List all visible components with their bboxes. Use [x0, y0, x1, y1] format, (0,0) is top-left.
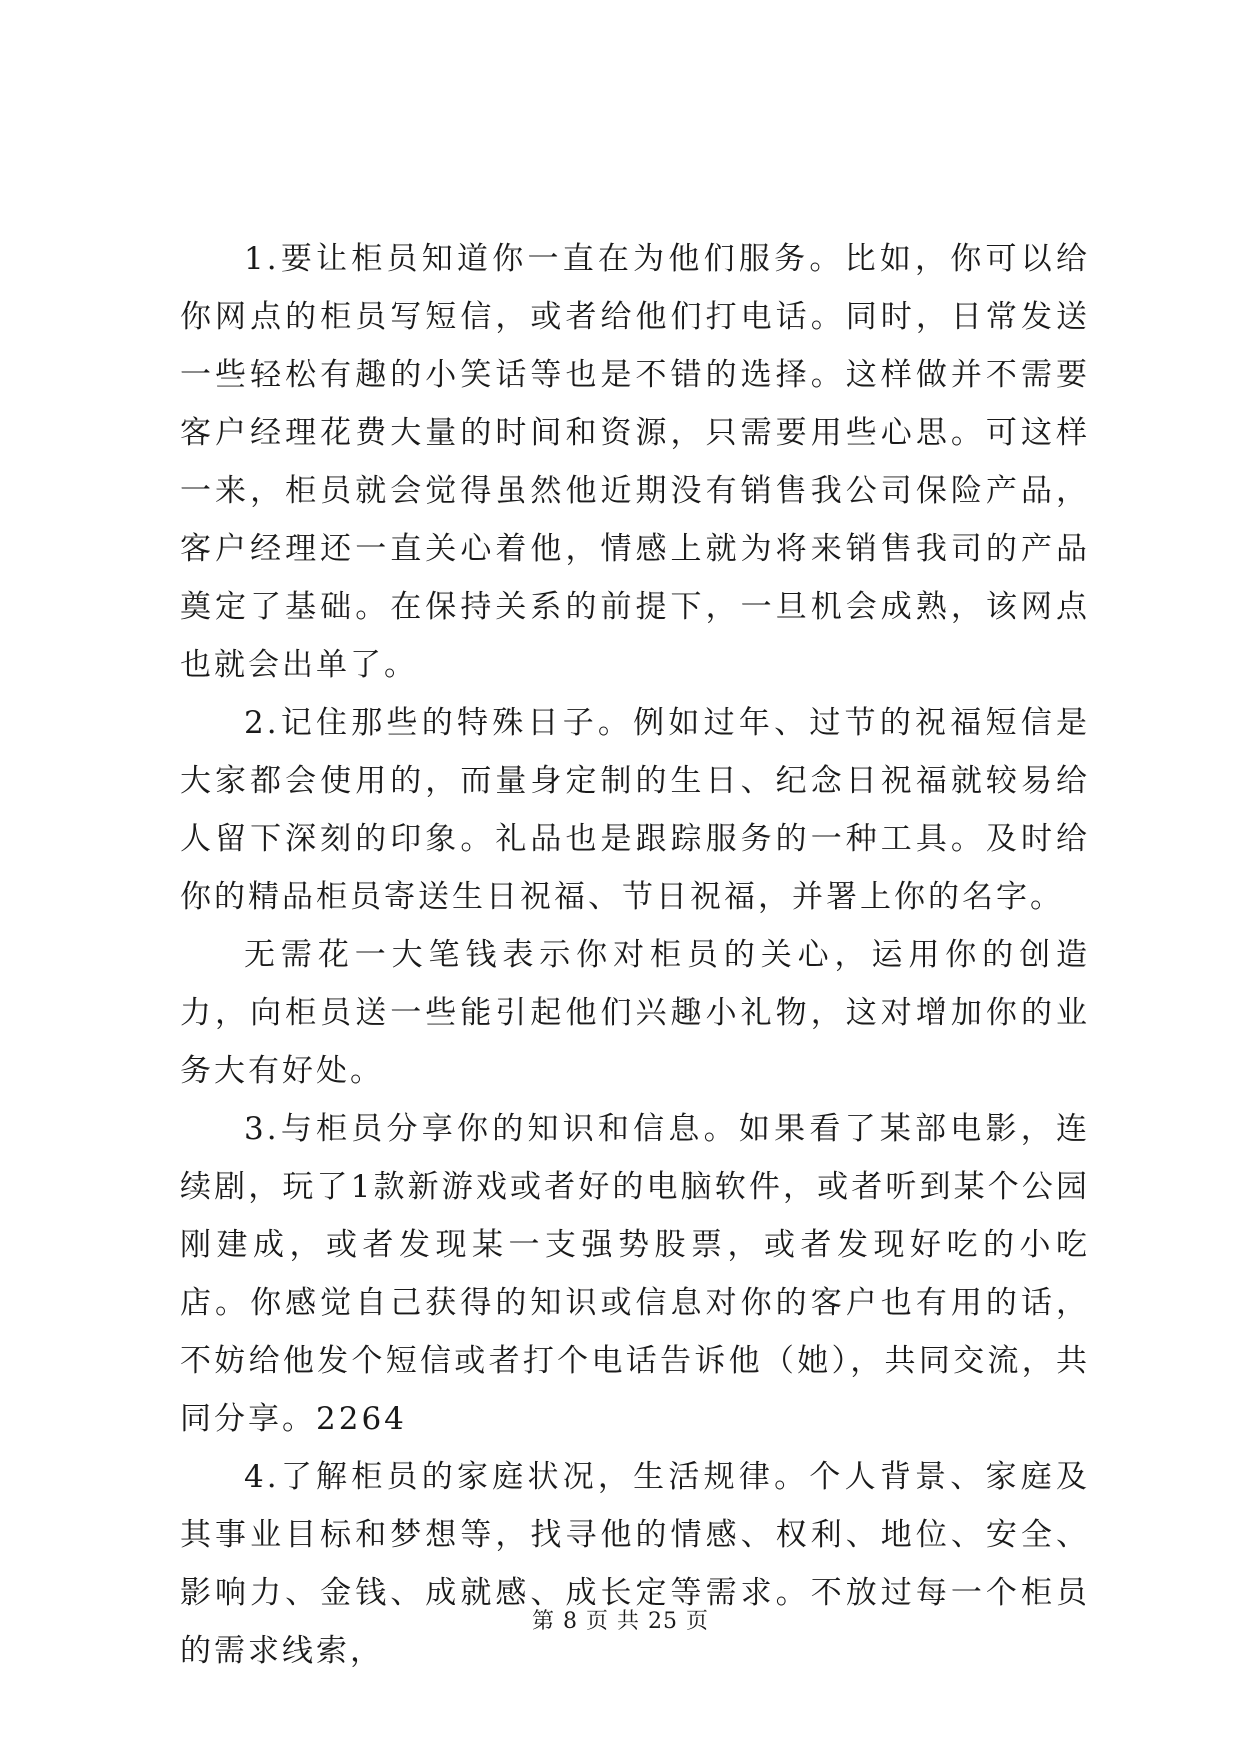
body-text: [180, 230, 1090, 1680]
paragraph-3: 无需花一大笔钱表示你对柜员的关心，运用你的创造力，向柜员送一些能引起他们兴趣小礼物，这对增加你的业务大有好处。: [180, 937, 1090, 1089]
paragraph-5: 4.了解柜员的家庭状况，生活规律。个人背景、家庭及其事业目标和梦想等，找寻他的情感、权利、地位、安全、影响力、金钱、成就感、成长定等需求。不放过每一个柜员的需求线索，: [180, 1459, 1090, 1669]
paragraph-4: 3.与柜员分享你的知识和信息。如果看了某部电影，连续剧，玩了1款新游戏或者好的电脑软件，或者听到某个公园刚建成，或者发现某一支强势股票，或者发现好吃的小吃店。你感觉自己获得的知识或信息对你的客户也有用的话，不妨给他发个短信或者打个电话告诉他（她），共同交流，共同分享。2264: [180, 1111, 1090, 1437]
page-number-label: 第 8 页 共 25 页: [532, 1609, 709, 1634]
page-footer: [0, 1604, 1241, 1635]
paragraph-1: 1.要让柜员知道你一直在为他们服务。比如，你可以给你网点的柜员写短信，或者给他们打电话。同时，日常发送一些轻松有趣的小笑话等也是不错的选择。这样做并不需要客户经理花费大量的时间和资源，只需要用些心思。可这样一来，柜员就会觉得虽然他近期没有销售我公司保险产品，客户经理还一直关心着他，情感上就为将来销售我司的产品奠定了基础。在保持关系的前提下，一旦机会成熟，该网点也就会出单了。: [180, 241, 1090, 683]
paragraph-2: 2.记住那些的特殊日子。例如过年、过节的祝福短信是大家都会使用的，而量身定制的生日、纪念日祝福就较易给人留下深刻的印象。礼品也是跟踪服务的一种工具。及时给你的精品柜员寄送生日祝福、节日祝福，并署上你的名字。: [180, 705, 1090, 915]
